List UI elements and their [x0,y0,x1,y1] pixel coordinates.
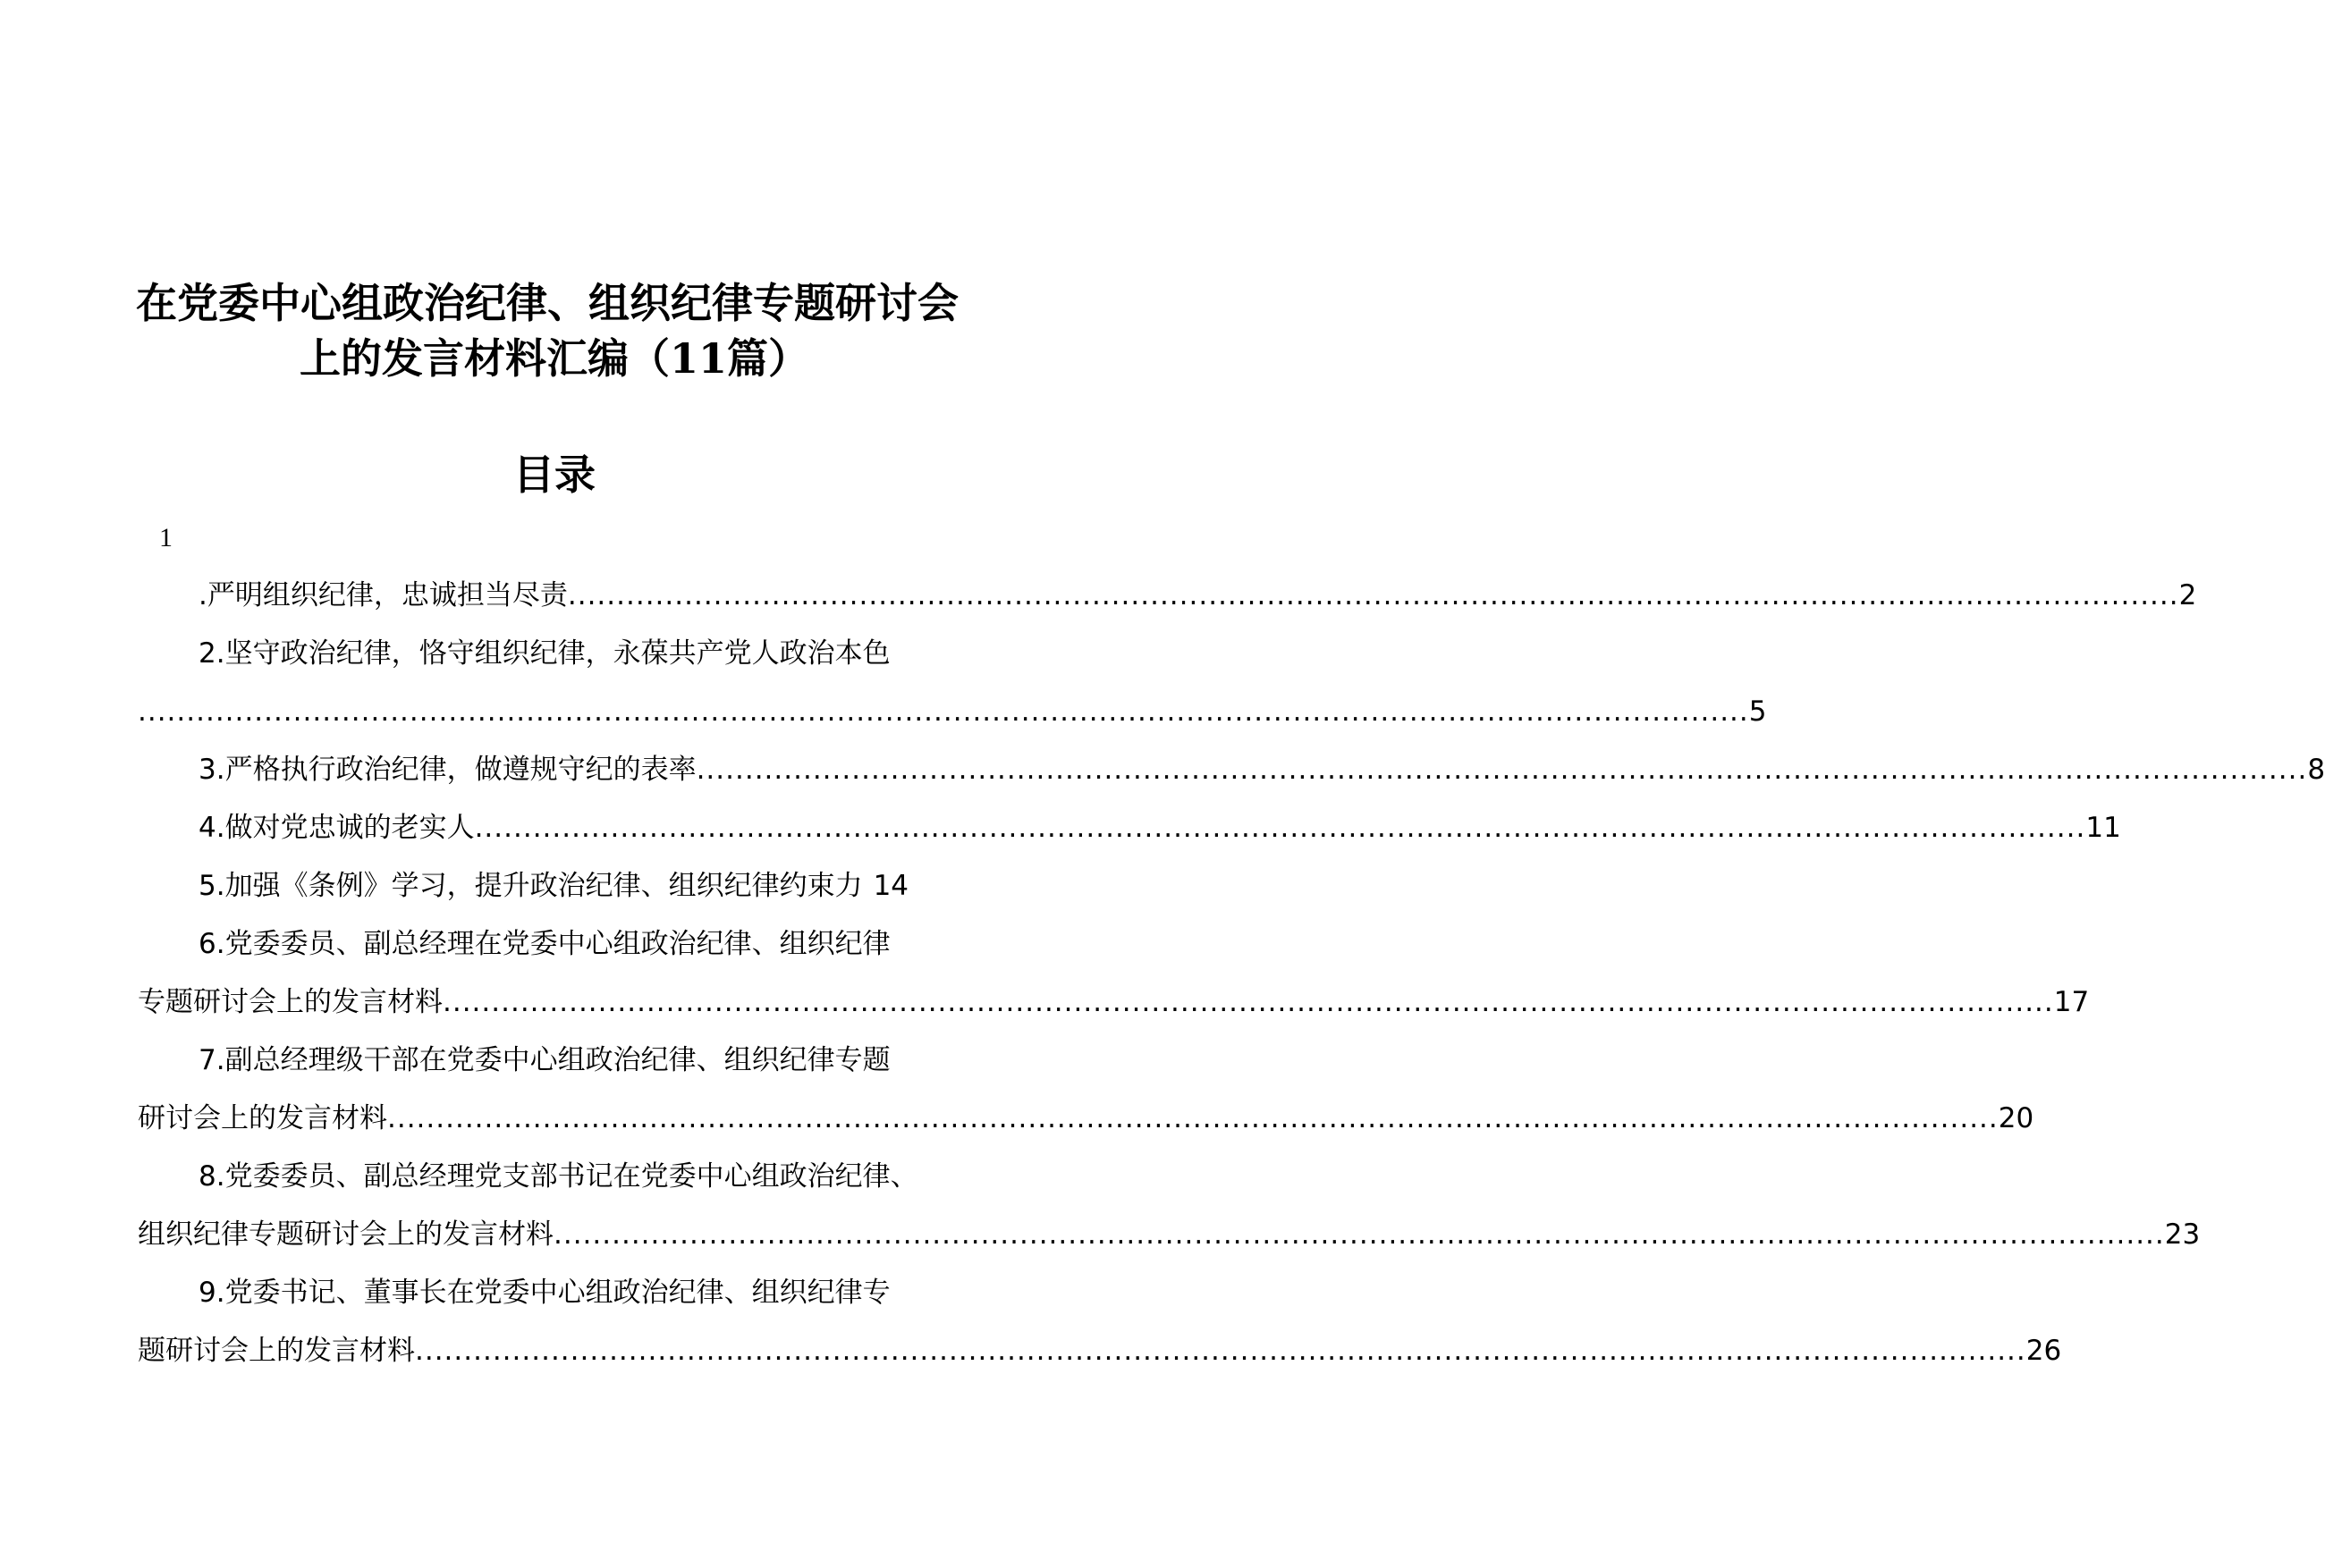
toc-page-number: 11 [2085,812,2121,844]
toc-entry-text: 组织纪律专题研讨会上的发言材料 [138,1218,554,1251]
toc-entry-text: 6.党委委员、副总经理在党委中心组政治纪律、组织纪律 [199,928,891,960]
toc-entry-2[interactable] [199,636,985,671]
toc-entry-1[interactable] [199,577,2197,613]
toc-leader: ...................................................................................................................................................................... [554,1218,2165,1251]
toc-entry-text: 2.坚守政治纪律，恪守组织纪律，永葆共产党人政治本色 [199,637,891,670]
toc-leader: ...................................................................................................................................................................... [415,1335,2026,1367]
toc-entry-text: 7.副总经理级干部在党委中心组政治纪律、组织纪律专题 [199,1044,891,1076]
toc-entry-7-continuation[interactable] [138,1100,2034,1136]
toc-entry-4[interactable] [199,810,2121,846]
toc-page-number: 14 [873,870,909,902]
toc-entry-6[interactable] [199,926,985,962]
toc-entry-3[interactable] [199,752,2325,788]
toc-stray-number: 1 [159,523,173,552]
toc-entry-text: 专题研讨会上的发言材料 [138,986,443,1018]
toc-leader: ...................................................................................................................................................................... [474,812,2086,844]
toc-entry-text: 研讨会上的发言材料 [138,1102,387,1134]
toc-leader: ...................................................................................................................................................................... [443,986,2054,1018]
toc-entry-9[interactable] [199,1275,985,1311]
toc-entry-8-continuation[interactable] [138,1217,2201,1252]
toc-entry-9-continuation[interactable] [138,1333,2062,1369]
toc-heading: 目录 [513,451,596,499]
toc-leader: ...................................................................................................................................................................... [567,579,2179,611]
toc-entry-6-continuation[interactable] [138,984,2090,1020]
toc-entry-text: 3.严格执行政治纪律，做遵规守纪的表率 [199,754,697,786]
toc-entry-text: .严明组织纪律，忠诚担当尽责 [199,579,568,611]
toc-page-number: 26 [2025,1335,2062,1367]
toc-entry-7[interactable] [199,1042,985,1078]
toc-entry-8[interactable] [199,1159,1003,1194]
toc-entry-text: 4.做对党忠诚的老实人 [199,812,475,844]
document-title-line-2: 上的发言材料汇编（11篇） [300,334,810,383]
toc-page-number: 23 [2164,1218,2201,1251]
toc-leader: ...................................................................................................................................................................... [138,695,1749,728]
toc-page-number: 5 [1748,695,1767,728]
toc-entry-2-continuation[interactable] [138,694,1767,729]
toc-entry-text: 8.党委委员、副总经理党支部书记在党委中心组政治纪律、 [199,1160,918,1193]
toc-page-number: 20 [1998,1102,2034,1134]
toc-entry-text: 题研讨会上的发言材料 [138,1335,415,1367]
toc-page-number: 17 [2053,986,2090,1018]
toc-entry-5[interactable] [199,868,985,904]
toc-leader: ...................................................................................................................................................................... [696,754,2308,786]
toc-entry-text: 5.加强《条例》学习，提升政治纪律、组织纪律约束力 [199,870,863,902]
toc-leader: ...................................................................................................................................................................... [387,1102,1999,1134]
document-title-line-1: 在党委中心组政治纪律、组织纪律专题研讨会 [136,279,959,327]
toc-entry-text: 9.党委书记、董事长在党委中心组政治纪律、组织纪律专 [199,1277,891,1309]
toc-page-number: 2 [2178,579,2197,611]
toc-page-number: 8 [2307,754,2325,786]
